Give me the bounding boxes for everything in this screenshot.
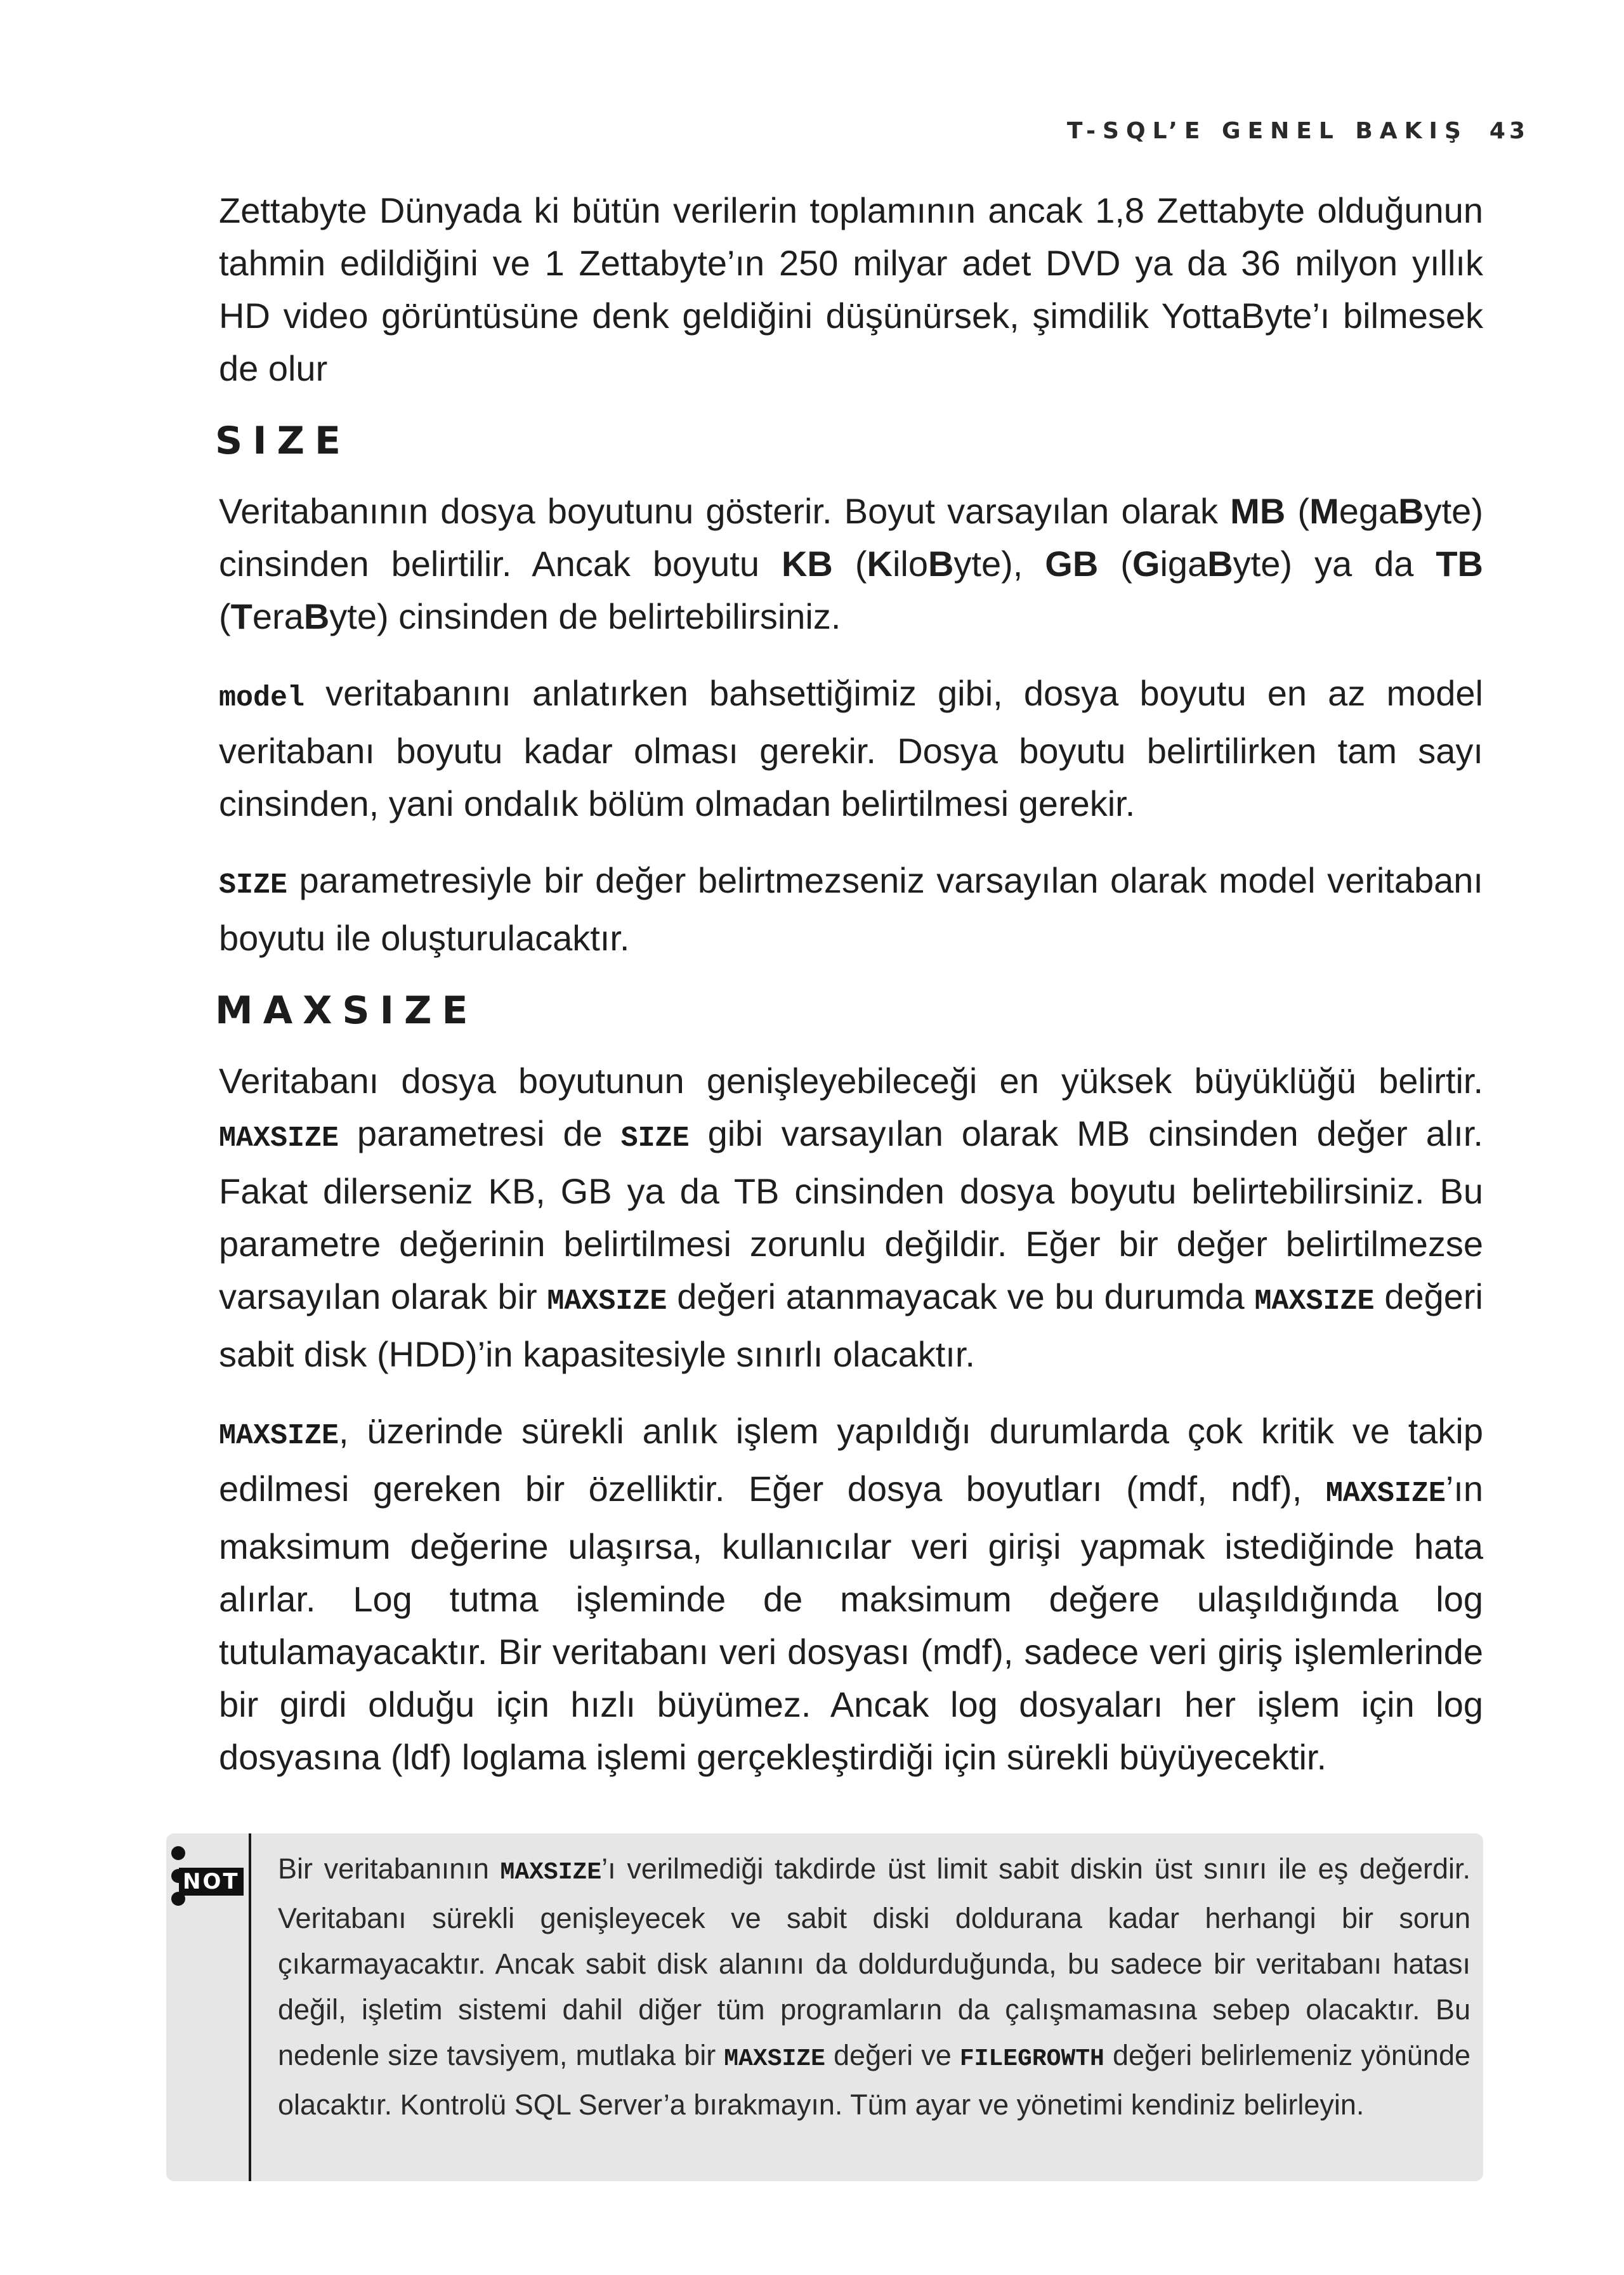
inline-code: FILEGROWTH — [959, 2045, 1104, 2073]
inline-code: MAXSIZE — [219, 1420, 339, 1452]
size-paragraph-1: Veritabanının dosya boyutunu gösterir. Boyut varsayılan olarak MB (MegaByte) cinsinden belirtilir. Ancak boyutu KB (KiloByte), GB (GigaByte) ya da TB (TeraByte) cinsinden de belirtebilirsiniz. — [219, 491, 1483, 636]
size-paragraph-3: SIZE parametresiyle bir değer belirtmezseniz varsayılan olarak model veritabanı boyutu ile oluşturulacaktır. — [219, 860, 1483, 958]
inline-code: MAXSIZE — [724, 2045, 825, 2073]
note-label: NOT — [179, 1868, 244, 1896]
inline-code: MAXSIZE — [1254, 1285, 1375, 1318]
inline-code: MAXSIZE — [500, 1859, 602, 1886]
inline-code: MAXSIZE — [547, 1285, 667, 1318]
size-paragraph-2: model veritabanını anlatırken bahsettiğimiz gibi, dosya boyutu en az model veritabanı boyutu kadar olması gerekir. Dosya boyutu belirtilirken tam sayı cinsinden, yani ondalık bölüm olmadan belirtilmesi gerekir. — [219, 673, 1483, 823]
intro-paragraph: Zettabyte Dünyada ki bütün verilerin toplamının ancak 1,8 Zettabyte olduğunun tahmin edildiğini ve 1 Zettabyte’ın 250 milyar adet DVD ya da 36 milyon yıllık HD video görüntüsüne denk geldiğini düşünürsek, şimdilik YottaByte’ı bilmesek de olur — [219, 190, 1483, 388]
note-box — [166, 1833, 1483, 2181]
maxsize-heading: MAXSIZE — [215, 988, 478, 1033]
inline-code: MAXSIZE — [1325, 1478, 1446, 1510]
note-divider — [249, 1833, 251, 2181]
note-text: Bir veritabanının MAXSIZE’ı verilmediği takdirde üst limit sabit diskin üst sınırı ile eş değerdir. Veritabanı sürekli genişleyecek ve sabit diski doldurana kadar herhangi bir sorun çıkarmayacaktır. Ancak sabit disk alanını da doldurduğunda, bu sadece bir veritabanı hatası değil, işletim sistemi dahil diğer tüm programların da çalışmamasına sebep olacaktır. Bu nedenle size tavsiyem, mutlaka bir MAXSIZE değeri ve FILEGROWTH değeri belirlemeniz yönünde olacaktır. Kontrolü SQL Server’a bırakmayın. Tüm ayar ve yönetimi kendiniz belirleyin. — [278, 1852, 1471, 2121]
note-marker — [166, 1846, 249, 1922]
maxsize-paragraph-1: Veritabanı dosya boyutunun genişleyebileceği en yüksek büyüklüğü belirtir. MAXSIZE parametresi de SIZE gibi varsayılan olarak MB cinsinden değer alır. Fakat dilerseniz KB, GB ya da TB cinsinden dosya boyutu belirtebilirsiniz. Bu parametre değerinin belirtilmesi zorunlu değildir. Eğer bir değer belirtilmezse varsayılan olarak bir MAXSIZE değeri atanmayacak ve bu durumda MAXSIZE değeri sabit disk (HDD)’in kapasitesiyle sınırlı olacaktır. — [219, 1061, 1483, 1374]
inline-code: model — [219, 682, 305, 714]
page-number: 43 — [1489, 118, 1529, 144]
running-header — [1067, 118, 1529, 144]
inline-code: SIZE — [219, 869, 288, 901]
inline-code: SIZE — [620, 1122, 690, 1155]
inline-code: MAXSIZE — [219, 1122, 339, 1155]
note-dot-icon — [171, 1846, 185, 1860]
page-body — [215, 184, 1483, 1807]
running-title: T-SQL’E GENEL BAKIŞ — [1066, 118, 1468, 144]
size-heading: SIZE — [215, 419, 351, 463]
maxsize-paragraph-2: MAXSIZE, üzerinde sürekli anlık işlem yapıldığı durumlarda çok kritik ve takip edilmesi gereken bir özelliktir. Eğer dosya boyutları (mdf, ndf), MAXSIZE’ın maksimum değerine ulaşırsa, kullanıcılar veri girişi yapmak istediğinde hata alırlar. Log tutma işleminde de maksimum değere ulaşıldığında log tutulamayacaktır. Bir veritabanı veri dosyası (mdf), sadece veri giriş işlemlerinde bir girdi olduğu için hızlı büyümez. Ancak log dosyaları her işlem için log dosyasına (ldf) loglama işlemi gerçekleştirdiği için sürekli büyüyecektir. — [219, 1411, 1483, 1777]
